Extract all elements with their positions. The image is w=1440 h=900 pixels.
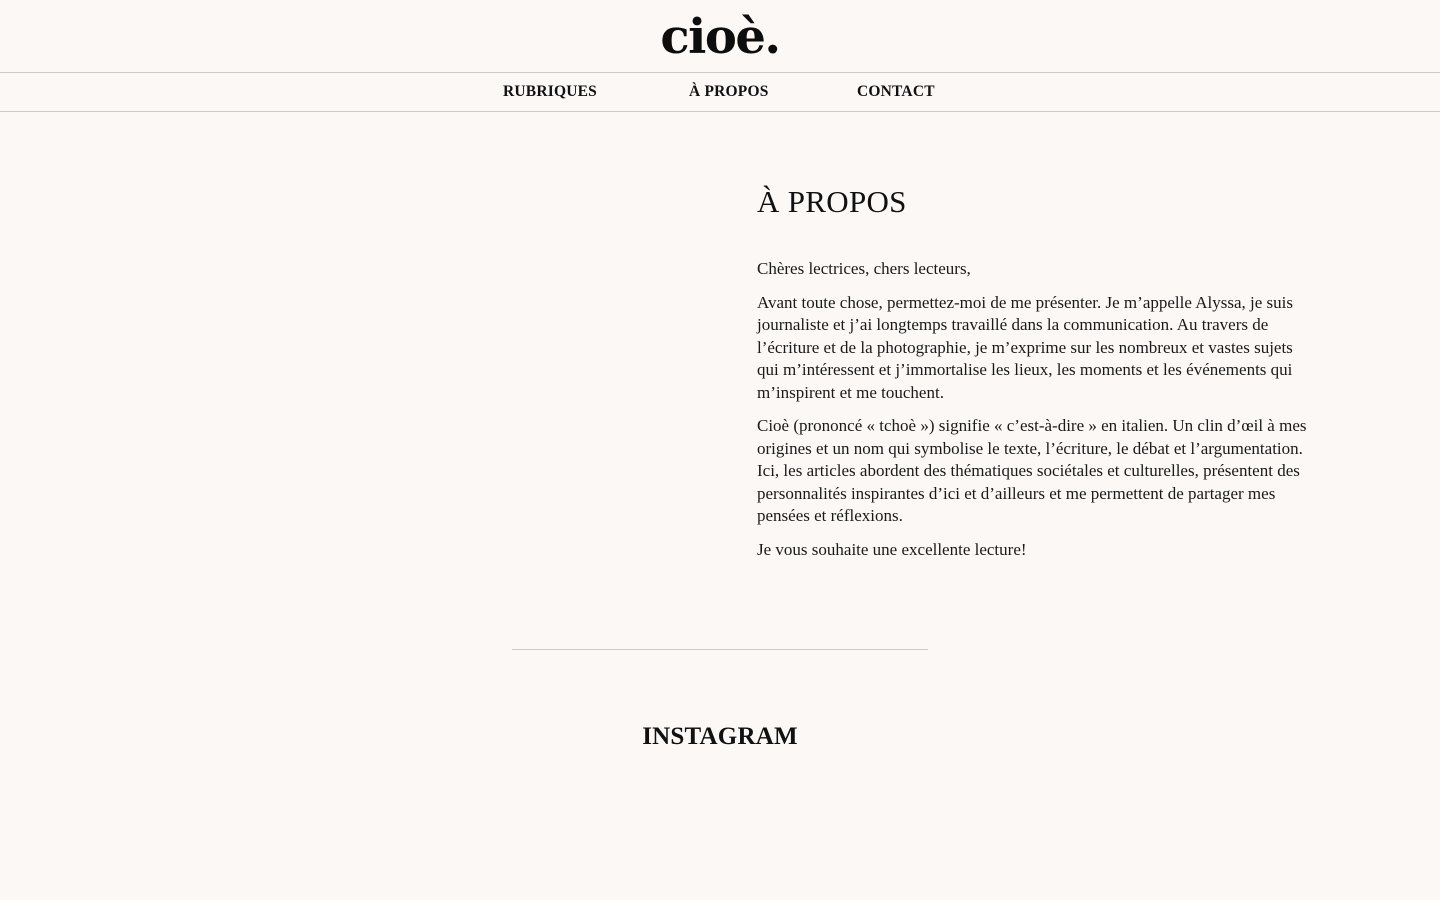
about-paragraph-intro: Avant toute chose, permettez-moi de me présenter. Je m’appelle Alyssa, je suis journaliste et j’ai longtemps travaillé dans la communication. Au travers de l’écriture et de la photographie, je m’exprime sur les nombreux et vastes sujets qui m’intéressent et j’immortalise les lieux, les moments et les événements qui m’inspirent et me touchent.: [757, 292, 1293, 402]
section-divider: [512, 649, 928, 650]
site-logo[interactable]: cioè.: [660, 9, 780, 65]
nav-item-rubriques[interactable]: RUBRIQUES: [503, 83, 597, 100]
about-title: À PROPOS: [757, 184, 907, 219]
main-nav: [0, 72, 1440, 112]
about-text: [757, 258, 1307, 572]
nav-item-a-propos[interactable]: À PROPOS: [689, 83, 769, 100]
nav-item-contact[interactable]: CONTACT: [857, 83, 935, 100]
about-paragraph-closing: Je vous souhaite une excellente lecture!: [757, 539, 1027, 559]
about-paragraph-name-meaning: Cioè (prononcé « tchoè ») signifie « c’est-à-dire » en italien. Un clin d’œil à mes origines et un nom qui symbolise le texte, l’écriture, le débat et l’argumentation. Ici, les articles abordent des thématiques sociétales et culturelles, présentent des personnalités inspirantes d’ici et d’ailleurs et me permettent de partager mes pensées et réflexions.: [757, 416, 1307, 525]
site-header: [0, 0, 1440, 72]
instagram-title: INSTAGRAM: [642, 723, 798, 750]
about-paragraph-greeting: Chères lectrices, chers lecteurs,: [757, 259, 971, 278]
